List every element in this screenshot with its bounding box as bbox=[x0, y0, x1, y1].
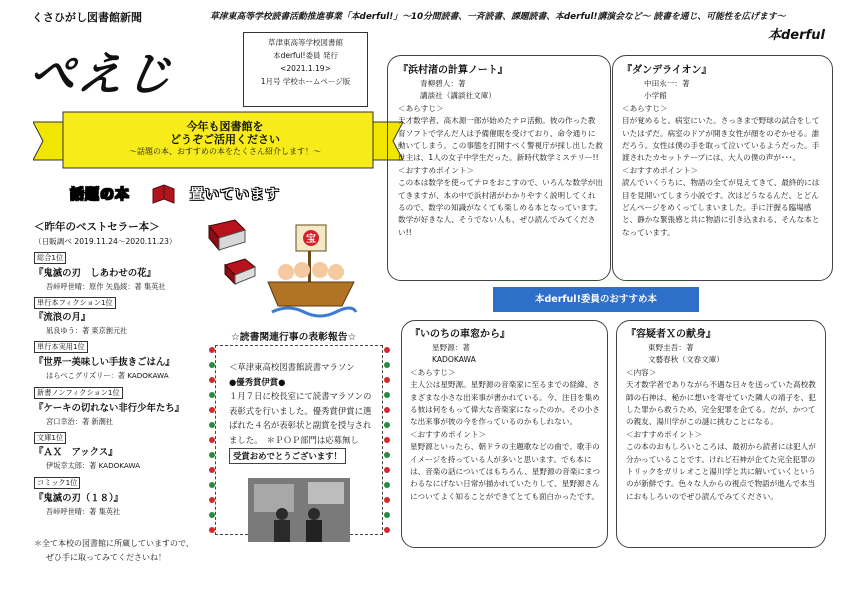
newspaper-name: くさひがし図書館新聞 bbox=[32, 11, 142, 24]
rec-author: 東野圭吾：著 bbox=[648, 343, 694, 352]
rec-point: 読んでいくうちに、物語の全てが見えてきて、最終的には目を見開いてしまう小説です。次はどうなるんだ、とどんどんページをめくってしまいました。手に汗握る臨場感と、静かな緊張感と共に物語に引き込まれる、そんな本となっています。 bbox=[622, 178, 820, 237]
rec-content bbox=[398, 64, 603, 239]
rec-publisher: 文藝春秋（文春文庫） bbox=[648, 355, 724, 365]
bestseller-book-author: 伊坂幸太郎：著 KADOKAWA bbox=[46, 461, 141, 470]
rec-point: この本のおもしろいところは、最初から読者には犯人が分かっていることです。けれど石神が企てた完全犯罪のトリックをガリレオこと湯川学と共に解いていくというのが新鮮です。色々な人からの視点で物語が進んで本当におもしろいのでぜひ読んでみてください。 bbox=[626, 442, 816, 501]
rec-content bbox=[626, 328, 819, 503]
issue-publisher: 本derful!委員 発行 bbox=[273, 51, 338, 60]
bestseller-book-title: 『流浪の月』 bbox=[34, 312, 91, 323]
rec-title: 『ダンデライオン』 bbox=[622, 65, 712, 76]
bestseller-book-title: 『鬼滅の刃 しあわせの花』 bbox=[34, 268, 156, 279]
bestseller-book-title: 『ケーキの切れない非行少年たち』 bbox=[34, 403, 185, 414]
recommendations-ribbon: 本derful!委員のおすすめ本 bbox=[493, 287, 699, 312]
bestseller-book-author: 凪良ゆう：著 東京創元社 bbox=[46, 326, 128, 335]
section-heading-2: 置いています bbox=[190, 187, 280, 203]
bestseller-category: 単行本フィクション1位 bbox=[34, 297, 116, 309]
award-title: ☆読書関連行事の表彰報告☆ bbox=[229, 329, 358, 343]
bestseller-title: ＜昨年のベストセラー本＞ bbox=[34, 221, 160, 233]
bestseller-book-title: 『ＡＸ アックス』 bbox=[34, 447, 118, 458]
treasure-ship-icon bbox=[264, 220, 358, 320]
award-line2: ●優秀賞伊賞● bbox=[229, 376, 286, 387]
award-text: １月７日に校長室にて読書マラソンの表彰式を行いました。優秀賞伊賞に選ばれた４名が表彰状と副賞を授与されました。 ＊ＰＯＰ部門は応募無し bbox=[229, 391, 372, 445]
bestseller-book-title: 『世界一美味しい手抜きごはん』 bbox=[34, 357, 175, 368]
rec-content bbox=[410, 328, 602, 503]
rec-title: 『いのちの車窓から』 bbox=[410, 329, 510, 340]
rec-publisher: KADOKAWA bbox=[432, 355, 476, 365]
bestseller-category: 新書ノンフィクション1位 bbox=[34, 387, 123, 399]
award-body bbox=[229, 360, 379, 464]
rec-synopsis: 主人公は星野源。星野源の音楽家に至るまでの経緯、さまざまな小さな出来事が書かれている。今、注目を集める彼は何をもって偉大な音楽家になったのか。その小さな出来事が彼の今を作っているのかもしれない。 bbox=[410, 380, 600, 427]
award-line1: ＜草津東高校図書館読書マラソン bbox=[229, 362, 355, 372]
book-icon bbox=[150, 183, 176, 205]
banner-text bbox=[80, 120, 370, 158]
banner-subtitle: ～話題の本、おすすめの本をたくさん紹介します！～ bbox=[128, 147, 322, 156]
rec-synopsis: 天才数学者でありながら不遇な日々を送っていた高校教師の石神は、秘かに想いを寄せていた隣人の靖子を、犯した罪から救うため、完全犯罪を企てる。だが、かつての親友、湯川学がこの謎に挑むことになる。 bbox=[626, 380, 816, 427]
footnote-line2: ぜひ手に取ってみてくださいね！ bbox=[46, 553, 166, 562]
logo-mark: 本derful bbox=[768, 28, 825, 43]
issue-distribution: 1月号 学校ホームページ版 bbox=[260, 77, 351, 86]
footnote-line1: ＊全て本校の図書館に所蔵していますので、 bbox=[34, 539, 194, 548]
rec-author: 青柳碧人：著 bbox=[420, 79, 466, 88]
rec-synopsis-label: ＜あらすじ＞ bbox=[622, 103, 668, 113]
bestseller-book-title: 『鬼滅の刃（１８）』 bbox=[34, 493, 124, 504]
issue-school: 草津東高等学校図書館 bbox=[268, 38, 343, 47]
rec-author: 星野源：著 bbox=[432, 343, 470, 352]
section-heading-1: 話題の本 bbox=[70, 187, 130, 203]
decorative-border-left bbox=[205, 340, 219, 540]
rec-title: 『浜村渚の計算ノート』 bbox=[398, 65, 508, 76]
svg-text:宝: 宝 bbox=[306, 234, 316, 245]
header-slogan: 草津東高等学校読書活動推進事業「本derful!」～10分間読書、一斉読書、課題読書、本derful!講演会など～ 読書を通じ、可能性を広げます～ bbox=[210, 12, 786, 22]
bestseller-book-author: 吾峠呼世晴：原作 矢島綾：著 集英社 bbox=[46, 282, 166, 291]
decorative-border-right bbox=[380, 340, 394, 540]
logo-title: ぺえじ bbox=[25, 47, 178, 101]
book-stack-icon bbox=[205, 216, 249, 256]
rec-title: 『容疑者Ｘの献身』 bbox=[626, 329, 716, 340]
bestseller-category: 文庫1位 bbox=[34, 432, 66, 444]
rec-synopsis-label: ＜あらすじ＞ bbox=[410, 367, 456, 377]
issue-date: <2021.1.19> bbox=[280, 64, 331, 73]
issue-info-box bbox=[243, 32, 368, 107]
bestseller-book-author: 宮口幸治：著 新潮社 bbox=[46, 417, 113, 426]
award-photo bbox=[248, 478, 350, 542]
rec-synopsis-label: ＜内容＞ bbox=[626, 367, 657, 377]
rec-point-label: ＜おすすめポイント＞ bbox=[398, 165, 475, 175]
rec-point: 星野源といったら、朝ドラの主題歌などの曲で、歌手のイメージを持っている人が多いと思います。でも本には、音楽の話についてはもちろん、星野源の音楽にまつわるなにげない日常が描かれていたりして、星野源さんについてよく知ることができてとても面白かったです。 bbox=[410, 442, 601, 501]
bestseller-book-author: はらぺこグリズリー：著 KADOKAWA bbox=[46, 371, 169, 380]
rec-point-label: ＜おすすめポイント＞ bbox=[410, 429, 487, 439]
rec-publisher: 講談社（講談社文庫） bbox=[420, 91, 496, 101]
rec-author: 中田永一：著 bbox=[644, 79, 690, 88]
rec-point: この本は数学を使ってテロをおこすので、いろんな数学が出てきますが、本の中で浜村渚がわかりやすく説明してくれるので、数学の知識がなくても楽しめる本となっています。数学が好きな人、そうでない人も、ぜひ読んでみてください!! bbox=[398, 178, 603, 237]
banner-title-line1: 今年も図書館を bbox=[186, 120, 264, 133]
award-congrats: 受賞おめでとうございます！ bbox=[229, 448, 346, 465]
rec-synopsis: 天才数学者、高木源一郎が始めたテロ活動。彼の作った教育ソフトで学んだ人は予備催眠を受けており、命令通りに動いてしまう。この事態を打開すべく警視庁が採し出した救世主は、1人の女子中学生だった。新時代数学ミステリー!! bbox=[398, 116, 603, 163]
book-icon-small bbox=[223, 257, 257, 287]
bestseller-category: 総合1位 bbox=[34, 252, 66, 264]
bestseller-category: 単行本実用1位 bbox=[34, 341, 88, 353]
rec-synopsis: 目が覚めると、病室にいた。さっきまで野球の試合をしていたはずだ。病室のドアが開き女性が顔をのぞかせる。誰だろう。女性は僕の手を取って泣いているようだった。手渡されたカセットテープには、大人の僕の声が･･･。 bbox=[622, 116, 820, 163]
rec-point-label: ＜おすすめポイント＞ bbox=[622, 165, 699, 175]
bestseller-footnote bbox=[34, 537, 194, 565]
rec-content bbox=[622, 64, 824, 239]
bestseller-period: （日販調べ 2019.11.24～2020.11.23） bbox=[34, 237, 177, 246]
rec-publisher: 小学館 bbox=[644, 91, 667, 101]
banner-title-line2: どうぞご活用ください bbox=[170, 133, 280, 146]
bestseller-book-author: 吾峠呼世晴：著 集英社 bbox=[46, 507, 121, 516]
bestseller-category: コミック1位 bbox=[34, 477, 80, 489]
rec-synopsis-label: ＜あらすじ＞ bbox=[398, 103, 444, 113]
rec-point-label: ＜おすすめポイント＞ bbox=[626, 429, 703, 439]
